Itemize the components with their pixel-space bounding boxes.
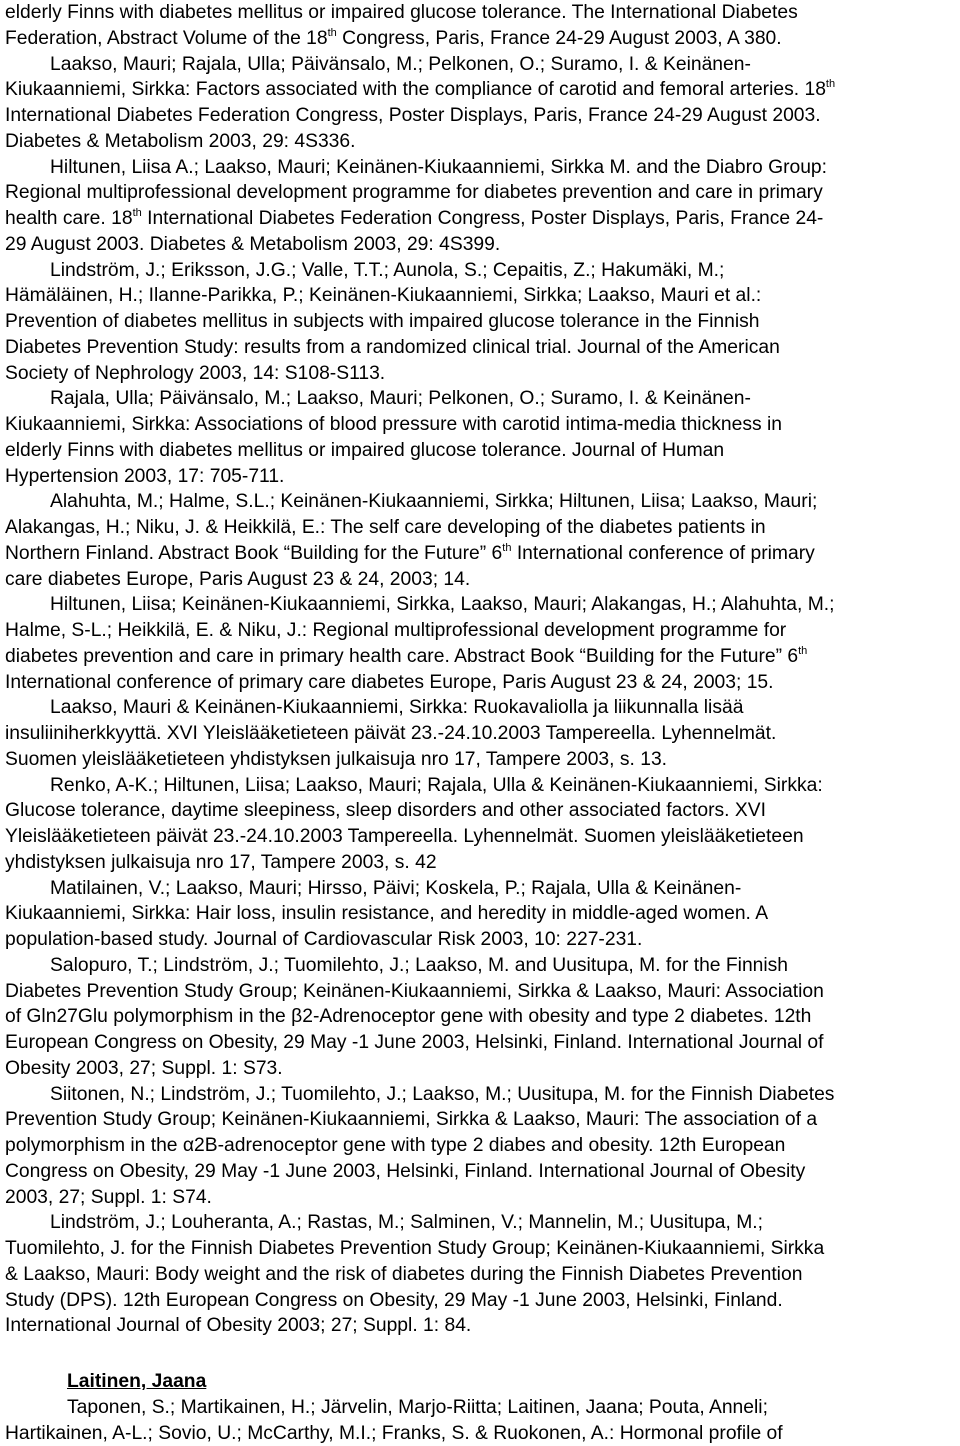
reference-line: Congress on Obesity, 29 May -1 June 2003, Helsinki, Finland. International Journal of Obesity — [5, 1159, 955, 1185]
reference-line: care diabetes Europe, Paris August 23 & 24, 2003; 14. — [5, 567, 955, 593]
reference-line: Glucose tolerance, daytime sleepiness, sleep disorders and other associated factors. XVI — [5, 798, 955, 824]
reference-line: health care. 18th International Diabetes Federation Congress, Poster Displays, Paris, France 24- — [5, 206, 955, 232]
reference-line: Kiukaanniemi, Sirkka: Associations of blood pressure with carotid intima-media thickness in — [5, 412, 955, 438]
reference-line: Matilainen, V.; Laakso, Mauri; Hirsso, Päivi; Koskela, P.; Rajala, Ulla & Keinänen- — [5, 876, 955, 902]
reference-line: Siitonen, N.; Lindström, J.; Tuomilehto, J.; Laakso, M.; Uusitupa, M. for the Finnish Diabetes — [5, 1082, 955, 1108]
reference-line: Taponen, S.; Martikainen, H.; Järvelin, Marjo-Riitta; Laitinen, Jaana; Pouta, Anneli; — [5, 1395, 955, 1421]
reference-line: Hartikainen, A-L.; Sovio, U.; McCarthy, M.I.; Franks, S. & Ruokonen, A.: Hormonal profile of — [5, 1421, 955, 1446]
reference-line: Hiltunen, Liisa A.; Laakso, Mauri; Keinänen-Kiukaanniemi, Sirkka M. and the Diabro Group: — [5, 155, 955, 181]
reference-entry — [5, 1082, 955, 1211]
reference-line: Diabetes Prevention Study: results from a randomized clinical trial. Journal of the American — [5, 335, 955, 361]
reference-line: & Laakso, Mauri: Body weight and the risk of diabetes during the Finnish Diabetes Prevention — [5, 1262, 955, 1288]
reference-entry — [5, 489, 955, 592]
reference-line: Northern Finland. Abstract Book “Building for the Future” 6th International conference of primary — [5, 541, 955, 567]
reference-entry — [5, 52, 955, 155]
reference-line: Hämäläinen, H.; Ilanne-Parikka, P.; Keinänen-Kiukaanniemi, Sirkka; Laakso, Mauri et al.: — [5, 283, 955, 309]
reference-line: Laakso, Mauri; Rajala, Ulla; Päivänsalo, M.; Pelkonen, O.; Suramo, I. & Keinänen- — [5, 52, 955, 78]
reference-line: Society of Nephrology 2003, 14: S108-S113. — [5, 361, 955, 387]
reference-line: 2003, 27; Suppl. 1: S74. — [5, 1185, 955, 1211]
reference-entry — [5, 386, 955, 489]
reference-line: Diabetes Prevention Study Group; Keinänen-Kiukaanniemi, Sirkka & Laakso, Mauri: Association — [5, 979, 955, 1005]
reference-line: Salopuro, T.; Lindström, J.; Tuomilehto, J.; Laakso, M. and Uusitupa, M. for the Finnish — [5, 953, 955, 979]
reference-line: population-based study. Journal of Cardiovascular Risk 2003, 10: 227-231. — [5, 927, 955, 953]
reference-line: elderly Finns with diabetes mellitus or impaired glucose tolerance. The International Diabetes — [5, 0, 955, 26]
reference-line: Yleislääketieteen päivät 23.-24.10.2003 Tampereella. Lyhennelmät. Suomen yleislääketieteen — [5, 824, 955, 850]
reference-line: Prevention of diabetes mellitus in subjects with impaired glucose tolerance in the Finnish — [5, 309, 955, 335]
author-heading: Laitinen, Jaana — [67, 1369, 206, 1395]
reference-entry — [5, 258, 955, 387]
reference-line: Renko, A-K.; Hiltunen, Liisa; Laakso, Mauri; Rajala, Ulla & Keinänen-Kiukaanniemi, Sirkka: — [5, 773, 955, 799]
reference-line: Alakangas, H.; Niku, J. & Heikkilä, E.: The self care developing of the diabetes patients in — [5, 515, 955, 541]
reference-line: Prevention Study Group; Keinänen-Kiukaanniemi, Sirkka & Laakso, Mauri: The association of a — [5, 1107, 955, 1133]
reference-line: diabetes prevention and care in primary health care. Abstract Book “Building for the Future” 6th — [5, 644, 955, 670]
reference-line: Halme, S-L.; Heikkilä, E. & Niku, J.: Regional multiprofessional development programme for — [5, 618, 955, 644]
reference-line: Kiukaanniemi, Sirkka: Hair loss, insulin resistance, and heredity in middle-aged women. A — [5, 901, 955, 927]
reference-line: Alahuhta, M.; Halme, S.L.; Keinänen-Kiukaanniemi, Sirkka; Hiltunen, Liisa; Laakso, Mauri; — [5, 489, 955, 515]
reference-entry — [5, 695, 955, 772]
reference-line: Study (DPS). 12th European Congress on Obesity, 29 May -1 June 2003, Helsinki, Finland. — [5, 1288, 955, 1314]
reference-line: Tuomilehto, J. for the Finnish Diabetes Prevention Study Group; Keinänen-Kiukaanniemi, Sirkka — [5, 1236, 955, 1262]
reference-entry — [5, 592, 955, 695]
reference-line: polymorphism in the α2B-adrenoceptor gene with type 2 diabes and obesity. 12th European — [5, 1133, 955, 1159]
reference-line: Kiukaanniemi, Sirkka: Factors associated with the compliance of carotid and femoral arteries. 18th — [5, 77, 955, 103]
reference-line: Laakso, Mauri & Keinänen-Kiukaanniemi, Sirkka: Ruokavaliolla ja liikunnalla lisää — [5, 695, 955, 721]
reference-line: Regional multiprofessional development programme for diabetes prevention and care in primary — [5, 180, 955, 206]
reference-line: of Gln27Glu polymorphism in the β2-Adrenoceptor gene with obesity and type 2 diabetes. 12th — [5, 1004, 955, 1030]
reference-line: International conference of primary care diabetes Europe, Paris August 23 & 24, 2003; 15. — [5, 670, 955, 696]
reference-line: Federation, Abstract Volume of the 18th Congress, Paris, France 24-29 August 2003, A 380. — [5, 26, 955, 52]
reference-entry — [5, 953, 955, 1082]
reference-line: Lindström, J.; Louheranta, A.; Rastas, M.; Salminen, V.; Mannelin, M.; Uusitupa, M.; — [5, 1210, 955, 1236]
reference-entry — [5, 1210, 955, 1339]
reference-line: elderly Finns with diabetes mellitus or impaired glucose tolerance. Journal of Human — [5, 438, 955, 464]
reference-line: yhdistyksen julkaisuja nro 17, Tampere 2003, s. 42 — [5, 850, 955, 876]
reference-line: Suomen yleislääketieteen yhdistyksen julkaisuja nro 17, Tampere 2003, s. 13. — [5, 747, 955, 773]
reference-line: European Congress on Obesity, 29 May -1 June 2003, Helsinki, Finland. International Journal of — [5, 1030, 955, 1056]
reference-line: International Journal of Obesity 2003; 27; Suppl. 1: 84. — [5, 1313, 955, 1339]
reference-entry — [5, 155, 955, 258]
document-page — [5, 0, 955, 1446]
reference-line: Rajala, Ulla; Päivänsalo, M.; Laakso, Mauri; Pelkonen, O.; Suramo, I. & Keinänen- — [5, 386, 955, 412]
reference-entry — [5, 876, 955, 953]
author-section — [5, 1369, 955, 1446]
reference-line: 29 August 2003. Diabetes & Metabolism 2003, 29: 4S399. — [5, 232, 955, 258]
reference-line: International Diabetes Federation Congress, Poster Displays, Paris, France 24-29 August 2003. — [5, 103, 955, 129]
reference-entry — [5, 773, 955, 876]
reference-entry — [5, 0, 955, 52]
reference-line: Diabetes & Metabolism 2003, 29: 4S336. — [5, 129, 955, 155]
reference-line: Obesity 2003, 27; Suppl. 1: S73. — [5, 1056, 955, 1082]
reference-line: insuliiniherkkyyttä. XVI Yleislääketieteen päivät 23.-24.10.2003 Tampereella. Lyhennelmät. — [5, 721, 955, 747]
reference-line: Hypertension 2003, 17: 705-711. — [5, 464, 955, 490]
section-heading-line — [5, 1369, 955, 1395]
reference-line: Lindström, J.; Eriksson, J.G.; Valle, T.T.; Aunola, S.; Cepaitis, Z.; Hakumäki, M.; — [5, 258, 955, 284]
reference-line: Hiltunen, Liisa; Keinänen-Kiukaanniemi, Sirkka, Laakso, Mauri; Alakangas, H.; Alahuhta, M.; — [5, 592, 955, 618]
